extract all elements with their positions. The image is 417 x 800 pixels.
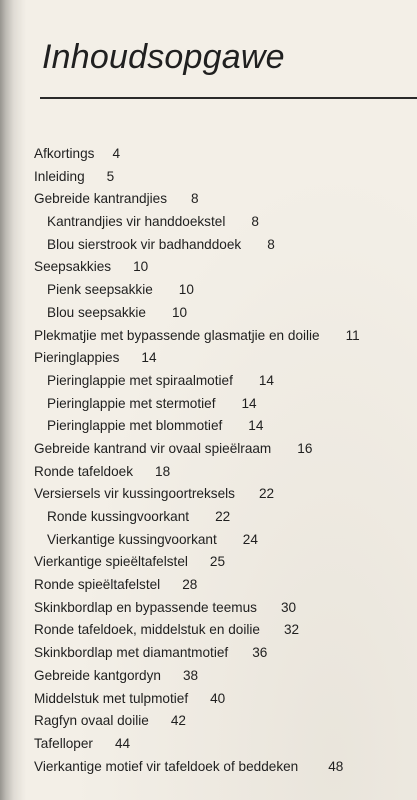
toc-entry-title: Seepsakkies — [34, 259, 112, 275]
toc-entry-page: 14 — [258, 372, 274, 388]
toc-entry — [0, 665, 417, 688]
toc-entry-title: Vierkantige kussingvoorkant — [47, 531, 217, 547]
toc-entry-title: Ronde tafeldoek — [34, 463, 134, 479]
toc-entry — [0, 574, 417, 597]
toc-entry-title: Skinkbordlap met diamantmotief — [34, 645, 229, 661]
toc-entry-title: Ronde tafeldoek, middelstuk en doilie — [34, 622, 260, 638]
toc-entry — [0, 756, 417, 779]
toc-entry — [0, 483, 417, 506]
toc-entry-page: 4 — [112, 146, 121, 161]
toc-subentry — [0, 506, 417, 529]
toc-entry-page: 10 — [172, 304, 188, 320]
toc-entry — [0, 143, 417, 166]
toc-entry-page: 8 — [267, 236, 275, 252]
toc-entry-page: 30 — [280, 599, 297, 615]
toc-entry-page: 18 — [155, 463, 171, 479]
toc-entry-page: 36 — [252, 645, 268, 661]
toc-entry — [0, 256, 417, 279]
toc-entry-title: Ronde kussingvoorkant — [47, 509, 190, 524]
toc-entry-title: Gebreide kantrand vir ovaal spieëlraam — [34, 440, 272, 456]
toc-subentry — [0, 393, 417, 416]
toc-subentry — [0, 234, 417, 257]
toc-entry-page: 16 — [297, 440, 313, 456]
toc-entry-title: Tafelloper — [34, 735, 93, 751]
toc-entry-title: Blou seepsakkie — [47, 304, 146, 320]
toc-entry-title: Afkortings — [34, 146, 95, 161]
toc-subentry — [0, 279, 417, 302]
toc-entry-page: 14 — [141, 350, 157, 366]
toc-entry-title: Pieringlappie met blommotief — [47, 418, 223, 434]
toc-entry — [0, 166, 417, 189]
toc-entry — [0, 710, 417, 733]
toc-entry-title: Inleiding — [34, 168, 85, 184]
toc-entry-page: 11 — [345, 327, 360, 343]
toc-entry — [0, 188, 417, 211]
toc-entry-page: 44 — [114, 735, 131, 751]
toc-entry-title: Ronde spieëltafelstel — [34, 577, 161, 593]
table-of-contents — [0, 143, 417, 778]
toc-entry-page: 40 — [210, 690, 226, 706]
toc-entry-page: 32 — [283, 622, 300, 638]
toc-entry-title: Kantrandjies vir handdoekstel — [47, 214, 226, 230]
toc-entry-page: 48 — [328, 758, 344, 774]
toc-entry — [0, 325, 417, 348]
toc-subentry — [0, 529, 417, 552]
toc-entry-page: 38 — [182, 667, 199, 683]
toc-entry-title: Versiersels vir kussingoortreksels — [34, 486, 235, 502]
toc-entry-page: 25 — [209, 554, 226, 570]
toc-entry-page: 14 — [248, 418, 264, 434]
toc-entry — [0, 551, 417, 574]
toc-entry-title: Pieringlappie met stermotief — [47, 395, 216, 411]
toc-entry-page: 42 — [170, 713, 186, 729]
toc-entry-title: Gebreide kantgordyn — [34, 667, 161, 683]
toc-entry-title: Plekmatjie met bypassende glasmatjie en doilie — [34, 327, 320, 343]
toc-entry-title: Skinkbordlap en bypassende teemus — [34, 599, 257, 615]
toc-entry-title: Gebreide kantrandjies — [34, 191, 167, 207]
toc-entry — [0, 642, 417, 665]
title-rule — [40, 97, 417, 99]
toc-entry-page: 28 — [182, 577, 198, 593]
toc-entry-page: 14 — [241, 395, 257, 411]
toc-entry-title: Middelstuk met tulpmotief — [34, 690, 189, 706]
toc-subentry — [0, 415, 417, 438]
toc-entry-page: 22 — [258, 486, 275, 502]
toc-entry-page: 10 — [178, 282, 194, 298]
toc-entry-page: 24 — [242, 531, 258, 547]
toc-entry-title: Vierkantige spieëltafelstel — [34, 554, 188, 570]
page-title: Inhoudsopgawe — [42, 38, 285, 76]
toc-entry-title: Blou sierstrook vir badhanddoek — [47, 236, 242, 252]
toc-subentry — [0, 211, 417, 234]
toc-entry-page: 22 — [215, 509, 231, 524]
toc-entry-title: Pienk seepsakkie — [47, 282, 153, 298]
toc-entry — [0, 347, 417, 370]
toc-entry — [0, 688, 417, 711]
toc-entry-page: 8 — [251, 214, 259, 230]
toc-entry-title: Vierkantige motief vir tafeldoek of beddeken — [34, 758, 299, 774]
toc-entry — [0, 438, 417, 461]
toc-entry-page: 5 — [106, 168, 115, 184]
toc-entry-title: Pieringlappies — [34, 350, 120, 366]
toc-entry — [0, 619, 417, 642]
toc-entry — [0, 597, 417, 620]
toc-entry — [0, 733, 417, 756]
toc-entry-page: 8 — [191, 191, 199, 207]
toc-subentry — [0, 370, 417, 393]
toc-entry-title: Ragfyn ovaal doilie — [34, 713, 149, 729]
toc-entry-title: Pieringlappie met spiraalmotief — [47, 372, 233, 388]
toc-entry — [0, 461, 417, 484]
toc-entry-page: 10 — [133, 259, 149, 275]
toc-subentry — [0, 302, 417, 325]
